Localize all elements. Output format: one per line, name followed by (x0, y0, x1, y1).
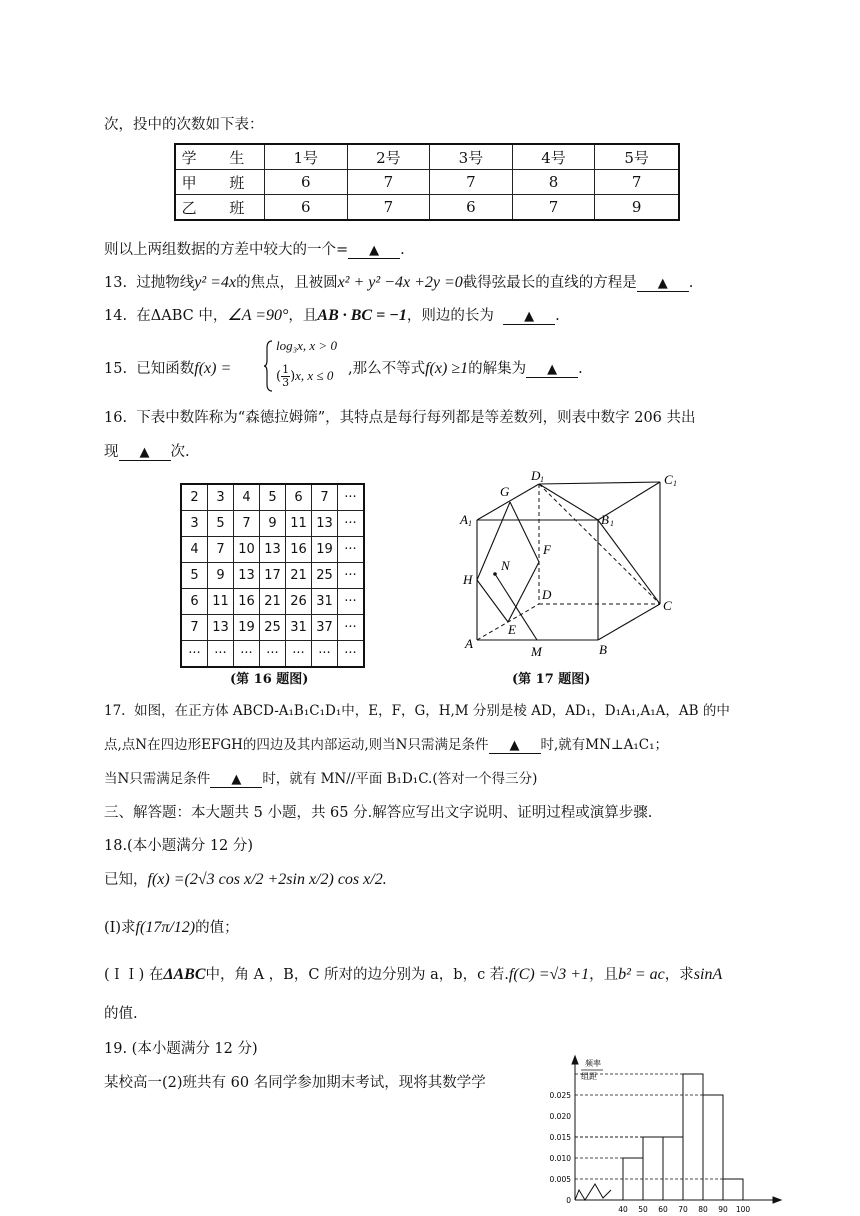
x-tick-label: 90 (718, 1205, 728, 1214)
frequency-histogram (545, 1056, 785, 1216)
section-heading: 三、解答题：本大题共 5 小题，共 65 分.解答应写出文字说明、证明过程或演算步骤. (104, 805, 653, 821)
vector-expr: AB · BC = −1 (317, 307, 407, 324)
triangle-mark: ▲ (524, 309, 535, 324)
grid-cell: 16 (286, 537, 312, 563)
grid-row (181, 537, 364, 563)
question-text: 下表中数阵称为“森德拉姆筛”，其特点是每行每列都是等差数列，则表中数字 206 共出 (136, 410, 696, 426)
grid-row (181, 484, 364, 511)
x-axis-arrow-icon (773, 1197, 781, 1203)
question-text: (ＩＩ) 在 (104, 967, 164, 983)
grid-cell: 17 (260, 563, 286, 589)
grid-cell: ··· (338, 563, 365, 589)
answer-blank (637, 275, 689, 292)
answer-blank (119, 444, 171, 461)
grid-cell: 13 (312, 511, 338, 537)
grid-cell: 9 (260, 511, 286, 537)
grid-cell: 26 (286, 589, 312, 615)
grid-cell: 5 (260, 484, 286, 511)
histogram-bar (723, 1179, 743, 1200)
grid-row (181, 563, 364, 589)
point-n (493, 572, 497, 576)
piecewise-case-2: ( $\frac{1}{3}$ )x, x ≤ 0 (276, 363, 334, 389)
fraction: $\frac{1}{3}$ (282, 363, 290, 389)
question-text: 如图，在正方体 ABCD-A₁B₁C₁D₁中，E，F，G，H,M 分别是棱 AD，AD₁，D₁A₁,A₁A，AB 的中 (134, 703, 730, 719)
table-cell: 9 (595, 195, 679, 221)
triangle-mark: ▲ (231, 772, 242, 787)
question-15-tail: ,那么不等式f(x) ≥1的解集为 ▲ . (348, 360, 583, 377)
grid-row (181, 589, 364, 615)
question-number: 13. (104, 275, 128, 291)
y-tick-label: 0.010 (549, 1154, 571, 1163)
question-17 (104, 699, 730, 719)
question-18-given (104, 868, 387, 889)
grid-cell: 25 (260, 615, 286, 641)
math-expr: ΔABC (163, 966, 206, 983)
table-cell: 7 (347, 195, 430, 221)
question-text: 在ΔABC 中， (136, 308, 228, 324)
label-m: M (531, 644, 542, 659)
grid-cell: 25 (312, 563, 338, 589)
svg-text:1: 1 (468, 519, 472, 528)
grid-cell: 7 (312, 484, 338, 511)
math-expr: f(x) =(2√3 cos x/2 +2sin x/2) cos x/2. (147, 871, 387, 888)
grid-cell: ··· (234, 641, 260, 668)
grid-cell: ··· (260, 641, 286, 668)
table-cell: 6 (430, 195, 513, 221)
table-header-cell: 1号 (265, 144, 348, 170)
question-text: 的解集为 (468, 361, 527, 377)
label-d: D (542, 587, 552, 602)
edge-b1c (598, 520, 660, 604)
table-header-cell: 5号 (595, 144, 679, 170)
q12-tail-text: 则以上两组数据的方差中较大的一个= (104, 242, 349, 258)
question-17-cont (104, 767, 537, 788)
x-tick-label: 40 (618, 1205, 628, 1214)
svg-text:1: 1 (540, 475, 544, 484)
triangle-mark: ▲ (547, 362, 558, 377)
grid-cell: 4 (181, 537, 208, 563)
label-e: E (508, 622, 516, 637)
question-18-part1 (104, 916, 239, 937)
x-tick-label: 70 (678, 1205, 688, 1214)
edge-gf (510, 502, 539, 562)
math-expr: y² =4x (194, 274, 237, 291)
table-row (175, 195, 679, 221)
ylabel-bottom: 组距 (581, 1072, 597, 1081)
grid-cell: ··· (208, 641, 234, 668)
table-header-row (175, 144, 679, 170)
question-text: 的焦点，且被圆 (236, 275, 338, 291)
question-19-head: 19. (本小题满分 12 分) (104, 1041, 258, 1057)
table-cell: 7 (347, 170, 430, 195)
piecewise-case-1: log₃x, x > 0 (276, 338, 337, 353)
answer-blank (210, 771, 262, 788)
grid-row (181, 641, 364, 668)
table-cell: 7 (430, 170, 513, 195)
edge-ef (508, 562, 539, 622)
grid-cell: 21 (286, 563, 312, 589)
question-19-text: 某校高一(2)班共有 60 名同学参加期末考试，现将其数学学 (104, 1075, 486, 1091)
grid-cell: 19 (312, 537, 338, 563)
grid-cell: 10 (234, 537, 260, 563)
y-tick-label: 0 (566, 1196, 571, 1205)
x-tick-label: 60 (658, 1205, 668, 1214)
grid-cell: 2 (181, 484, 208, 511)
grid-cell: 6 (286, 484, 312, 511)
score-table (174, 143, 680, 221)
table-header-cell: 4号 (512, 144, 595, 170)
x-tick-label: 80 (698, 1205, 708, 1214)
figure-16-caption: (第 16 题图) (230, 672, 309, 687)
question-text: 时,就有MN⊥A₁C₁； (540, 737, 669, 753)
table-cell: 7 (512, 195, 595, 221)
grid-cell: 5 (181, 563, 208, 589)
y-tick-label: 0.020 (549, 1112, 571, 1121)
sieve-grid (180, 483, 365, 668)
histogram-bar (703, 1095, 723, 1200)
y-tick-label: 0.015 (549, 1133, 571, 1142)
edge-d1b1 (539, 484, 598, 520)
question-text: 过抛物线 (136, 275, 195, 291)
question-text: 已知函数 (136, 361, 195, 377)
table-cell: 8 (512, 170, 595, 195)
grid-cell: 9 (208, 563, 234, 589)
question-text: ，求 (664, 967, 694, 983)
grid-cell: 11 (208, 589, 234, 615)
q12-tail: 则以上两组数据的方差中较大的一个= ▲ . (104, 242, 405, 258)
label-c1: C (664, 472, 673, 487)
edge-bc (598, 604, 660, 640)
cube-figure (455, 466, 695, 666)
label-h: H (463, 572, 473, 587)
question-18-head: 18.(本小题满分 12 分) (104, 838, 254, 854)
question-16-cont (104, 440, 190, 461)
histogram-bar (643, 1137, 663, 1200)
grid-cell: ··· (338, 537, 365, 563)
question-text: 已知， (104, 872, 148, 888)
y-tick-label: 0.005 (549, 1175, 571, 1184)
label-c: C (663, 598, 672, 613)
question-number: 17. (104, 703, 126, 719)
question-text: ，则边的长为 (406, 308, 494, 324)
grid-cell: 21 (260, 589, 286, 615)
answer-blank (348, 242, 400, 259)
grid-cell: 7 (181, 615, 208, 641)
axis-break-icon (575, 1184, 611, 1200)
grid-cell: 6 (181, 589, 208, 615)
grid-row (181, 615, 364, 641)
grid-cell: 31 (312, 589, 338, 615)
question-text: 次. (170, 444, 190, 460)
grid-cell: 31 (286, 615, 312, 641)
table-cell: 6 (265, 195, 348, 221)
question-18-end: 的值. (104, 1006, 138, 1022)
histogram-bar (663, 1137, 683, 1200)
question-text: ，且 (589, 967, 619, 983)
grid-cell: 19 (234, 615, 260, 641)
grid-cell: 5 (208, 511, 234, 537)
grid-cell: 13 (234, 563, 260, 589)
math-expr: x² + y² −4x +2y =0 (337, 274, 463, 291)
label-b1: B (601, 512, 609, 527)
table-cell: 乙 班 (175, 195, 265, 221)
brace-icon (264, 340, 274, 392)
grid-cell: 16 (234, 589, 260, 615)
table-cell: 甲 班 (175, 170, 265, 195)
triangle-mark: ▲ (509, 738, 520, 753)
grid-cell: 13 (260, 537, 286, 563)
ylabel-top: 频率 (585, 1059, 601, 1068)
grid-cell: 11 (286, 511, 312, 537)
math-expr: f(x) = (194, 360, 232, 377)
grid-cell: ··· (338, 589, 365, 615)
triangle-mark: ▲ (657, 276, 668, 291)
table-header-cell: 学 生 (175, 144, 265, 170)
grid-cell: ··· (338, 484, 365, 511)
grid-cell: ··· (338, 615, 365, 641)
answer-blank (526, 361, 578, 378)
question-17-cont (104, 733, 668, 754)
question-text: (I)求 (104, 920, 136, 936)
question-18-part2 (104, 963, 722, 984)
math-expr: f(x) ≥1 (425, 360, 469, 377)
question-14: 14. 在ΔABC 中，∠A =90°，且AB · BC = −1，则边的长为 ▲ . (104, 307, 560, 324)
question-text: 点,点N在四边形EFGH的四边及其内部运动,则当N只需满足条件 (104, 737, 489, 753)
table-header-cell: 3号 (430, 144, 513, 170)
triangle-mark: ▲ (139, 445, 150, 460)
grid-cell: 7 (234, 511, 260, 537)
question-number: 16. (104, 410, 128, 426)
segment-nm (495, 574, 537, 640)
answer-blank (489, 737, 541, 754)
grid-cell: 3 (181, 511, 208, 537)
question-13: 13. 过抛物线y² =4x的焦点，且被圆x² + y² −4x +2y =0截得弦最长的直线的方程是 ▲ . (104, 274, 694, 291)
grid-cell: 4 (234, 484, 260, 511)
svg-text:1: 1 (610, 519, 614, 528)
label-g: G (500, 484, 510, 499)
label-a1: A (460, 512, 468, 527)
question-text: 当N只需满足条件 (104, 771, 211, 787)
grid-cell: ··· (181, 641, 208, 668)
label-n: N (501, 558, 510, 573)
question-text: 截得弦最长的直线的方程是 (462, 275, 637, 291)
question-text: 时，就有 MN//平面 B₁D₁C.(答对一个得三分) (262, 771, 538, 787)
math-expr: f(C) =√3 +1 (508, 966, 590, 983)
grid-cell: ··· (286, 641, 312, 668)
table-cell: 7 (595, 170, 679, 195)
triangle-mark: ▲ (369, 243, 380, 258)
label-d1: D (531, 468, 541, 483)
grid-cell: 37 (312, 615, 338, 641)
intro-line: 次，投中的次数如下表： (104, 117, 264, 133)
x-tick-label: 100 (735, 1205, 751, 1214)
grid-cell: 3 (208, 484, 234, 511)
edge-d1c1 (539, 482, 660, 484)
histogram-bar (683, 1074, 703, 1200)
table-row (175, 170, 679, 195)
question-16 (104, 406, 696, 427)
hidden-edge-d1c (539, 484, 660, 604)
question-text: ，且 (288, 308, 318, 324)
svg-text:1: 1 (673, 479, 677, 488)
question-text: 现 (104, 444, 119, 460)
grid-row (181, 511, 364, 537)
math-expr: f(17π/12) (135, 919, 196, 936)
grid-cell: 13 (208, 615, 234, 641)
y-tick-label: 0.025 (549, 1091, 571, 1100)
answer-blank (503, 308, 555, 325)
x-tick-label: 50 (638, 1205, 648, 1214)
table-cell: 6 (265, 170, 348, 195)
label-f: F (543, 542, 551, 557)
question-15-lead (104, 357, 231, 378)
grid-cell: ··· (338, 511, 365, 537)
table-header-cell: 2号 (347, 144, 430, 170)
grid-cell: 7 (208, 537, 234, 563)
grid-cell: ··· (338, 641, 365, 668)
figure-17-caption: (第 17 题图) (512, 672, 591, 687)
question-number: 14. (104, 308, 128, 324)
math-expr: sinA (693, 966, 723, 983)
question-text: 中，角 A ，B，C 所对的边分别为 a，b，c 若. (205, 967, 509, 983)
grid-cell: ··· (312, 641, 338, 668)
label-a: A (465, 636, 473, 651)
question-text: ,那么不等式 (348, 361, 426, 377)
math-expr: ∠A =90° (227, 307, 289, 324)
label-b: B (599, 642, 607, 657)
question-text: 的值； (195, 920, 239, 936)
question-number: 15. (104, 361, 128, 377)
math-expr: b² = ac (618, 966, 665, 983)
y-axis-arrow-icon (572, 1056, 578, 1064)
